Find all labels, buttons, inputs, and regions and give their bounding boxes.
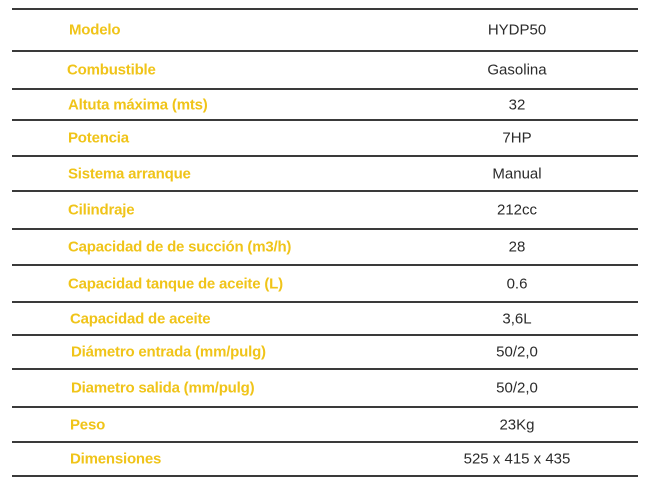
spec-value: 28 <box>508 238 526 256</box>
spec-value: Gasolina <box>487 61 547 79</box>
spec-label: Dimensiones <box>70 450 162 468</box>
spec-row-altura-maxima <box>12 90 638 121</box>
spec-label: Capacidad tanque de aceite (L) <box>68 275 283 292</box>
spec-label: Capacidad de aceite <box>70 310 211 327</box>
spec-row-modelo <box>12 10 638 52</box>
spec-row-capacidad-tanque-aceite <box>12 266 638 303</box>
spec-label: Modelo <box>69 21 121 39</box>
spec-value: 7HP <box>502 129 532 147</box>
spec-row-capacidad-succion <box>12 230 638 266</box>
spec-value: 0.6 <box>506 275 528 292</box>
spec-label: Diametro salida (mm/pulg) <box>71 379 255 397</box>
spec-row-cilindraje <box>12 192 638 230</box>
spec-row-capacidad-aceite <box>12 303 638 336</box>
spec-row-combustible <box>12 52 638 90</box>
spec-label: Sistema arranque <box>68 165 191 182</box>
spec-label: Peso <box>70 416 106 433</box>
spec-row-potencia <box>12 121 638 157</box>
spec-label: Cilindraje <box>68 201 135 219</box>
spec-value: 23Kg <box>499 416 535 433</box>
spec-label: Diámetro entrada (mm/pulg) <box>71 343 266 361</box>
spec-row-diametro-entrada <box>12 336 638 370</box>
spec-row-peso <box>12 408 638 443</box>
spec-row-sistema-arranque <box>12 157 638 192</box>
spec-label: Potencia <box>68 129 129 147</box>
spec-label: Combustible <box>67 61 156 79</box>
spec-value: Manual <box>492 165 542 182</box>
spec-value: 32 <box>508 96 526 113</box>
spec-label: Capacidad de de succión (m3/h) <box>68 238 292 256</box>
spec-table <box>12 8 638 477</box>
spec-value: 212cc <box>496 201 538 219</box>
spec-value: 50/2,0 <box>496 343 538 361</box>
spec-value: 3,6L <box>502 310 532 327</box>
spec-row-diametro-salida <box>12 370 638 408</box>
spec-value: 50/2,0 <box>496 379 538 397</box>
spec-value: HYDP50 <box>487 21 547 39</box>
spec-label: Altuta máxima (mts) <box>68 96 208 113</box>
spec-row-dimensiones <box>12 443 638 477</box>
spec-value: 525 x 415 x 435 <box>463 450 571 468</box>
